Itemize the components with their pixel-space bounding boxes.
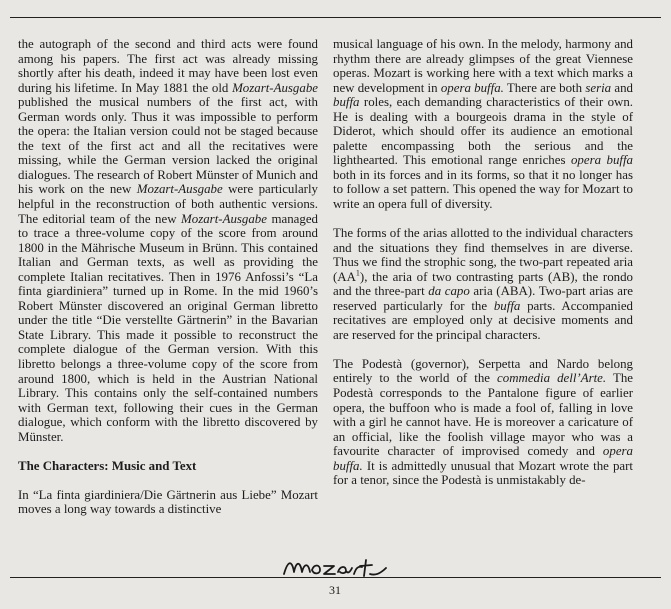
left-column <box>18 37 318 517</box>
left-paragraph-2: In “La finta giardiniera/Die Gärtnerin aus Liebe” Mozart moves a long way towards a distinctive <box>18 487 318 517</box>
page-number: 31 <box>329 583 341 597</box>
right-paragraph-3: The Podestà (governor), Serpetta and Nardo belong entirely to the world of the commedia dell’Arte. The Podestà corresponds to the Pantalone figure of earlier opera, the buffoon who is made a fool of, falling in love with a girl he cannot have. He is moreover a caricature of an official, like the foolish village mayor who was a favourite character of improvised comedy and opera buffa. It is admittedly unusual that Mozart wrote the part for a tenor, since the Podestà is unmistakably de- <box>333 356 633 488</box>
left-paragraph-1: the autograph of the second and third acts were found among his papers. The first act was already missing shortly after his death, indeed it may have been lost even during his lifetime. In May 1881 the old Mozart-Ausgabe published the musical numbers of the first act, with German words only. Thus it was impossible to perform the opera: the Italian version could not be staged because the text of the first act and all the recitatives were missing, while the German version lacked the original dialogues. The research of Robert Münster of Munich and his work on the new Mozart-Ausgabe were particularly helpful in the reconstruction of both authentic versions. The editorial team of the new Mozart-Ausgabe managed to trace a three-volume copy of the score from around 1800 in the Mährische Museum in Brünn. This contained Italian and German texts, as well as providing the complete Italian recitatives. Then in 1976 Anfossi’s “La finta giardiniera” turned up in Rome. In the mid 1960’s Robert Münster discovered an original German libretto under the title “Die verstellte Gärtnerin” in the Bavarian State Library. This made it possible to reconstruct the complete dialogue of the German version. With this libretto belongs a three-volume copy of the score from around 1800, which is held in the Austrian National Library. This contains only the self-contained numbers with German text, following their cues in the German dialogue, which conform with the libretto discovered by Münster. <box>18 37 319 444</box>
right-paragraph-2: The forms of the arias allotted to the individual characters and the situations they find themselves in are diverse. Thus we find the strophic song, the two-part repeated aria $(AA^1)$, the aria of two contrasting parts (AB), the rondo and the three-part da capo aria (ABA). Two-part arias are reserved particularly for the buffa parts. Accompanied recitatives are employed only at decisive moments and are reserved for the principal characters. <box>333 226 634 342</box>
top-rule <box>10 17 661 18</box>
right-column <box>333 37 633 488</box>
mozart-signature-graphic <box>280 554 390 580</box>
right-paragraph-1: musical language of his own. In the melody, harmony and rhythm there are already glimpses of the great Viennese operas. Mozart is working here with a text which marks a new development in opera buffa. There are both seria and buffa roles, each demanding characteristics of their own. He is dealing with a bourgeois drama in the style of Diderot, which should offer its audience an emotional palette encompassing both the serious and the lighthearted. This emotional range enriches opera buffa both in its forces and in its forms, so that it no longer has to follow a set pattern. This opened the way for Mozart to write an opera full of diversity. <box>333 37 633 212</box>
section-heading: The Characters: Music and Text <box>18 458 197 473</box>
mozart-signature <box>270 552 400 582</box>
